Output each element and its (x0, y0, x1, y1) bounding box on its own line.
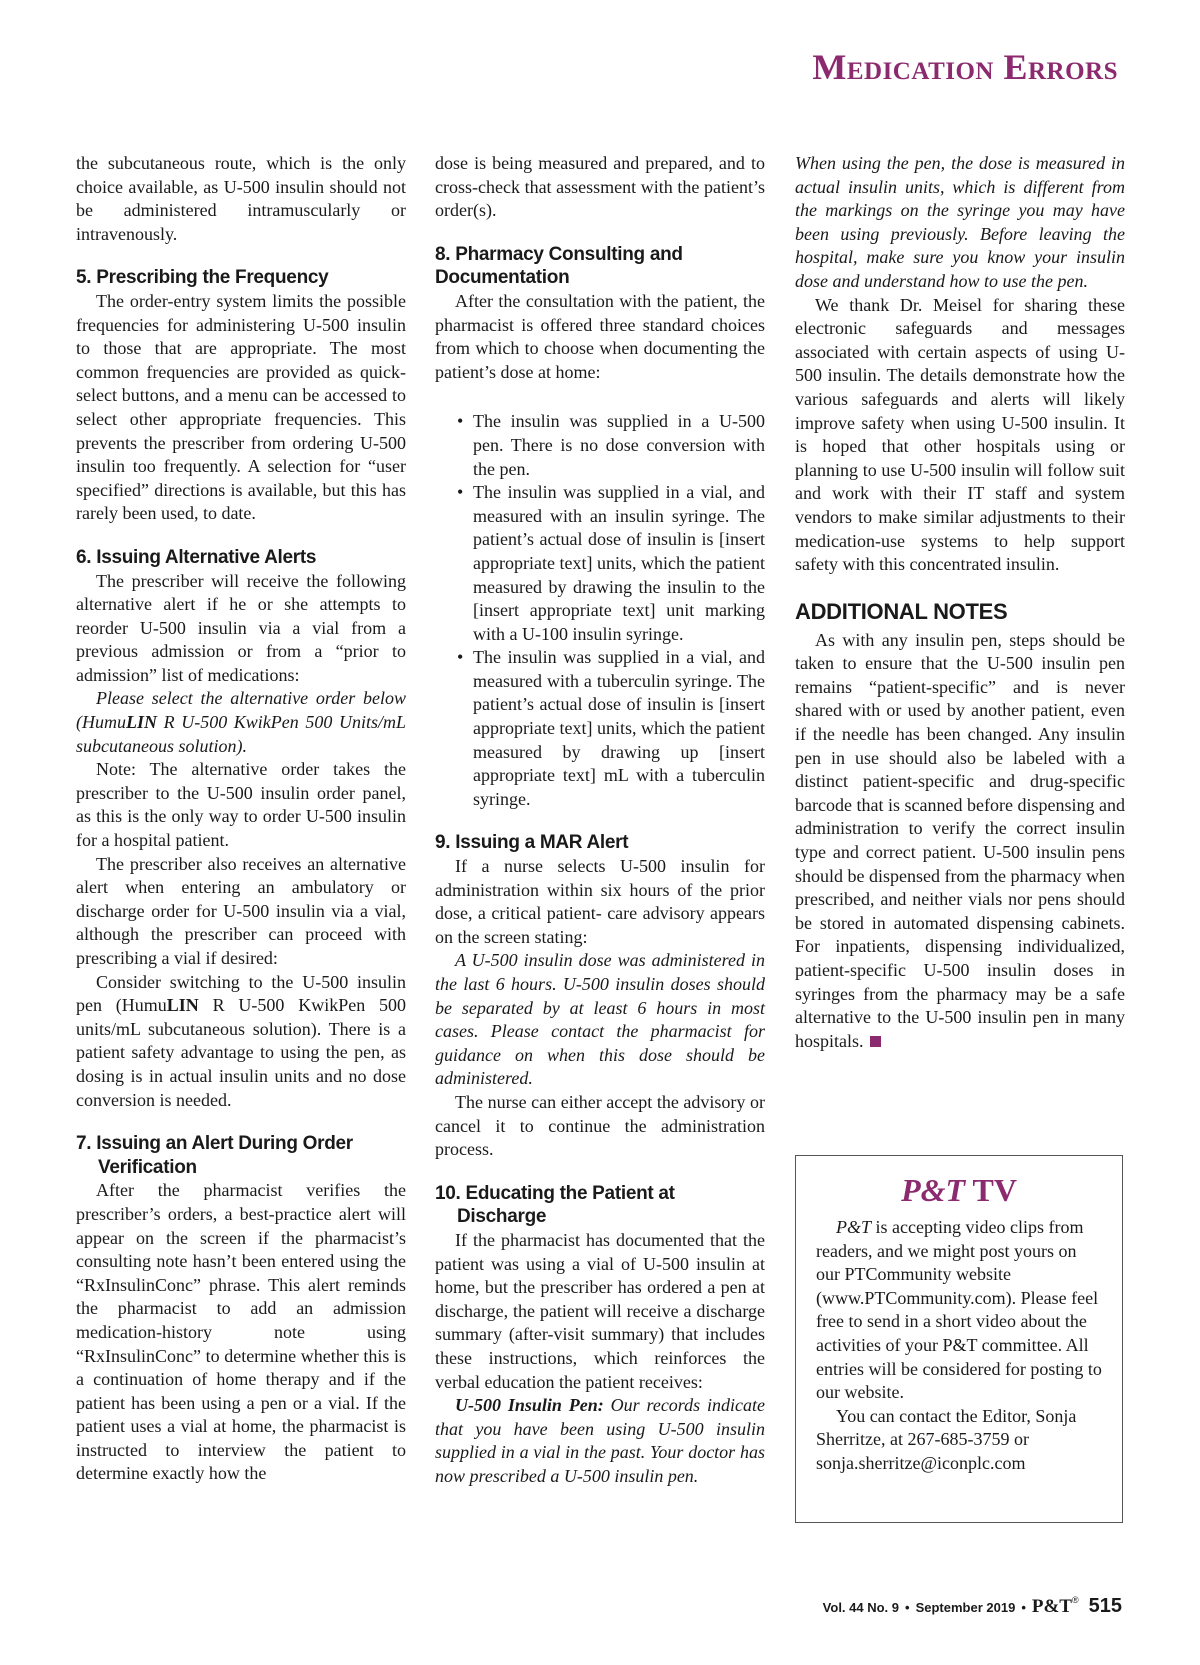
heading-mar-alert: 9. Issuing a MAR Alert (435, 832, 629, 854)
paragraph: Consider switching to the U-500 insulin pen (HumuLIN R U-500 KwikPen 500 units/mL subcutaneous solution). There is a patient safety advantage to using the pen, as dosing is in actual insulin units and no dose conversion is needed. (76, 971, 407, 1110)
discharge-instructions-cont: When using the pen, the dose is measured in actual insulin units, which is different from the markings on the syringe you may have been using previously. Before leaving the hospital, make sure you know your insulin dose and understand how to use the pen. (795, 153, 1125, 291)
box-title: P&T TV (901, 1172, 1017, 1208)
paragraph: the subcutaneous route, which is the only choice available, as U-500 insulin should not be administered intramuscularly or intravenously. (76, 153, 406, 244)
paragraph: The nurse can either accept the advisory or cancel it to continue the administration process. (435, 1091, 765, 1160)
paragraph: Note: The alternative order takes the prescriber to the U-500 insulin order panel, as this is the only way to order U-500 insulin for a hospital patient. (76, 759, 406, 851)
paragraph: We thank Dr. Meisel for sharing these electronic safeguards and messages associated with certain aspects of using U-500 insulin. The details demonstrate how the various safeguards and alerts will likely improve safety when using U-500 insulin. It is hoped that other hospitals using or planning to use U-500 insulin will follow suit and work with their IT staff and system vendors to make similar adjustments to their medication-use systems to help support safety with this concentrated insulin. (795, 294, 1125, 575)
paragraph: The order-entry system limits the possible frequencies for administering U-500 insulin to those that are appropriate. The most common frequencies are provided as quick-select buttons, and a menu can be accessed to select other appropriate frequencies. This prevents the prescriber from ordering U-500 insulin too frequently. A selection for “user specified” directions is available, but this has rarely been used, to date. (76, 290, 406, 524)
heading-educating-patient: 10. Educating the Patient at Discharge (435, 1182, 675, 1228)
pt-tv-box (795, 1155, 1123, 1523)
heading-additional-notes: ADDITIONAL NOTES (795, 598, 1008, 624)
discharge-instructions: U-500 Insulin Pen: Our records indicate that you have been using U-500 insulin supplied in a vial in the past. Your doctor has now prescribed a U-500 insulin pen. (435, 1395, 765, 1486)
column-1 (76, 152, 406, 1486)
paragraph: dose is being measured and prepared, and to cross-check that assessment with the patient’s order(s). (435, 153, 765, 221)
issue-date: September 2019 (915, 1600, 1016, 1615)
paragraph: The prescriber also receives an alternative alert when entering an ambulatory or discharge order for U-500 insulin via a vial, although the prescriber can proceed with prescribing a vial if desired: (76, 853, 406, 968)
heading-pharmacy-consulting: 8. Pharmacy Consulting and Documentation (435, 243, 683, 289)
heading-order-verification-alert: 7. Issuing an Alert During Order Verification (76, 1133, 353, 1178)
list-item: • The insulin was supplied in a vial, and measured with an insulin syringe. The patient’s actual dose of insulin is [insert appropriate text] units, which the patient measured by drawing the insulin to the [insert appropriate text] unit marking with a U-100 insulin syringe. (435, 481, 765, 646)
paragraph: The prescriber will receive the following alternative alert if he or she attempts to reorder U-500 insulin via a vial from a previous admission or from a “prior to admission” list of medications: (76, 570, 406, 685)
list-item: • The insulin was supplied in a U-500 pen. There is no dose conversion with the pen. (435, 410, 765, 481)
choices-list (435, 410, 765, 811)
page-number: 515 (1088, 1595, 1122, 1617)
list-item: • The insulin was supplied in a vial, and measured with a tuberculin syringe. The patient’s actual dose of insulin is [insert appropriate text] units, which the patient measured by drawing up [insert appropriate text] mL with a tuberculin syringe. (435, 646, 765, 811)
column-3 (795, 152, 1125, 1053)
paragraph: After the consultation with the patient, the pharmacist is offered three standard choices from which to choose when documenting the patient’s dose at home: (435, 290, 765, 382)
volume-info: Vol. 44 No. 9 (822, 1600, 900, 1615)
paragraph: You can contact the Editor, Sonja Sherritze, at 267-685-3759 or sonja.sherritze@iconplc.com (816, 1405, 1077, 1473)
heading-alternative-alerts: 6. Issuing Alternative Alerts (76, 546, 317, 568)
paragraph: After the pharmacist verifies the prescriber’s orders, a best-practice alert will appear on the screen if the pharmacist’s consulting note hasn’t been entered using the “RxInsulinConc” phrase. This alert reminds the pharmacist to add an admission medication-history note using “RxInsulinConc” to determine whether this is a continuation of home therapy and if the patient has been using a pen or a vial. If the patient uses a vial at home, the pharmacist is instructed to interview the patient to determine exactly how the (76, 1180, 406, 1484)
heading-prescribing-frequency: 5. Prescribing the Frequency (76, 267, 329, 289)
page-footer: Vol. 44 No. 9 • September 2019 • P&T® 515 (822, 1595, 1122, 1617)
journal-name: P&T (1031, 1596, 1072, 1617)
paragraph: If the pharmacist has documented that the patient was using a vial of U-500 insulin at home, but the prescriber has ordered a pen at discharge, the patient will receive a discharge summary (after-visit summary) that includes these instructions, which reinforces the verbal education the patient receives: (435, 1229, 765, 1392)
section-header: Medication Errors (812, 47, 1118, 87)
column-2 (435, 152, 765, 1488)
end-mark-icon (870, 1036, 881, 1047)
paragraph: P&T is accepting video clips from readers, and we might post yours on our PTCommunity website (www.PTCommunity.com). Please feel free to send in a short video about the activities of your P&T committee. All entries will be considered for posting to our website. (816, 1217, 1102, 1403)
paragraph: As with any insulin pen, steps should be taken to ensure that the U-500 insulin pen remains “patient-specific” and is never shared with or used by another patient, even if the needle has been changed. Any insulin pen in use should also be labeled with a distinct patient-specific and drug-specific barcode that is scanned before dispensing and administration to verify the correct insulin type and correct patient. U-500 insulin pens should be dispensed from the pharmacy when prescribed, and neither vials nor pens should be stored in automated dispensing cabinets. For inpatients, dispensing individualized, patient-specific U-500 insulin doses in syringes from the pharmacy may be a safe alternative to the U-500 insulin pen in many hospitals. (795, 629, 1125, 1051)
paragraph: If a nurse selects U-500 insulin for administration within six hours of the prior dose, a critical patient- care advisory appears on the screen stating: (435, 856, 765, 947)
alert-text: Please select the alternative order below (HumuLIN R U-500 KwikPen 500 Units/mL subcutaneous solution). (76, 688, 406, 756)
alert-text: A U-500 insulin dose was administered in the last 6 hours. U-500 insulin doses should be separated by at least 6 hours in most cases. Please contact the pharmacist for guidance on when this dose should be administered. (435, 950, 765, 1089)
